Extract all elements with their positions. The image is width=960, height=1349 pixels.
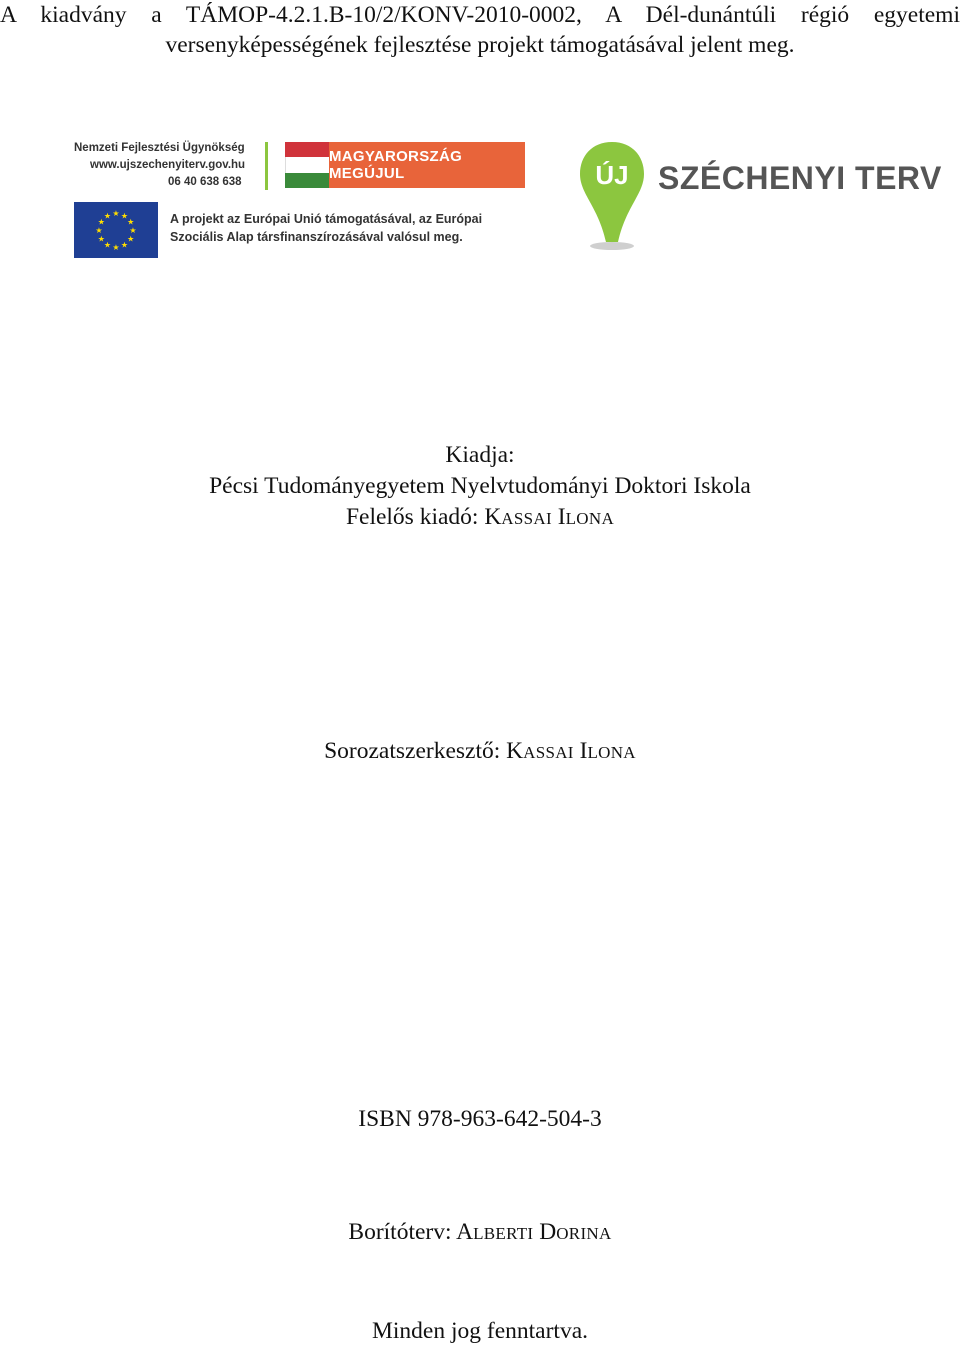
eu-star-icon: ★ [97,234,105,244]
eu-star-icon: ★ [112,243,120,252]
publisher-name: Pécsi Tudományegyetem Nyelvtudományi Doktori Iskola [209,473,751,499]
eu-star-icon: ★ [112,209,120,218]
eu-star-icon: ★ [127,234,135,244]
hungary-renews-logo [285,142,525,188]
publisher-block [0,440,960,534]
cover-design [0,1217,960,1249]
rights-notice: Minden jog fenntartva. [371,1318,588,1344]
uj-szechenyi-terv-logo [578,138,942,263]
publisher-label: Kiadja: [445,442,515,468]
pin-text: ÚJ [595,160,629,190]
eu-star-icon: ★ [95,226,103,235]
szechenyi-terv-text: SZÉCHENYI TERV [658,160,942,196]
agency-name: Nemzeti Fejlesztési Ügynökség [74,142,245,154]
funding-statement-line1: A kiadvány a TÁMOP-4.2.1.B-10/2/KONV-2010-0002, A Dél-dunántúli régió egyetemi [0,2,960,28]
cover-design-label: Borítóterv: [348,1219,457,1245]
cover-designer-rest2: ORINA [556,1224,612,1243]
eu-star-icon: ★ [120,240,129,250]
isbn: ISBN 978-963-642-504-3 [358,1106,602,1132]
funding-statement-line2: versenyképességének fejlesztése projekt támogatásával jelent meg. [165,32,795,58]
eu-text-line2: Szociális Alap társfinanszírozásával valósul meg. [170,230,463,244]
eu-funding-text [170,210,482,246]
eu-star-icon: ★ [97,217,105,227]
series-editor-label: Sorozatszerkesztő: [324,738,507,764]
cover-designer-a: A [456,1219,474,1245]
hungarian-flag-icon [285,142,329,188]
series-editor [0,736,960,768]
responsible-name-rest2: LONA [565,509,615,528]
eu-star-icon: ★ [127,217,135,227]
agency-block [74,140,245,191]
hungary-badge-text: MAGYARORSZÁG MEGÚJUL [329,142,525,188]
series-editor-rest2: LONA [587,743,636,762]
sponsor-logos [72,138,942,263]
location-pin-icon [578,138,658,263]
green-divider [265,142,268,190]
eu-star-icon: ★ [103,240,112,250]
eu-star-icon: ★ [120,211,129,221]
funding-statement [0,0,960,60]
agency-phone: 06 40 638 638 [168,176,242,188]
responsible-name-rest1: ASSAI [501,509,552,528]
eu-star-icon: ★ [129,226,137,235]
series-editor-rest1: ASSAI [523,743,574,762]
eu-flag-icon [74,202,158,258]
eu-star-icon: ★ [103,211,112,221]
series-editor-i: I [579,738,588,764]
responsible-name-i: I [557,504,566,530]
responsible-publisher [0,502,960,534]
agency-url: www.ujszechenyiterv.gov.hu [90,159,246,171]
eu-text-line1: A projekt az Európai Unió támogatásával, az Európai [170,212,483,226]
series-editor-k: K [506,738,524,764]
responsible-label: Felelős kiadó: [345,504,485,530]
cover-designer-rest1: LBERTI [473,1224,534,1243]
responsible-name-k: K [484,504,502,530]
cover-designer-d: D [539,1219,557,1245]
